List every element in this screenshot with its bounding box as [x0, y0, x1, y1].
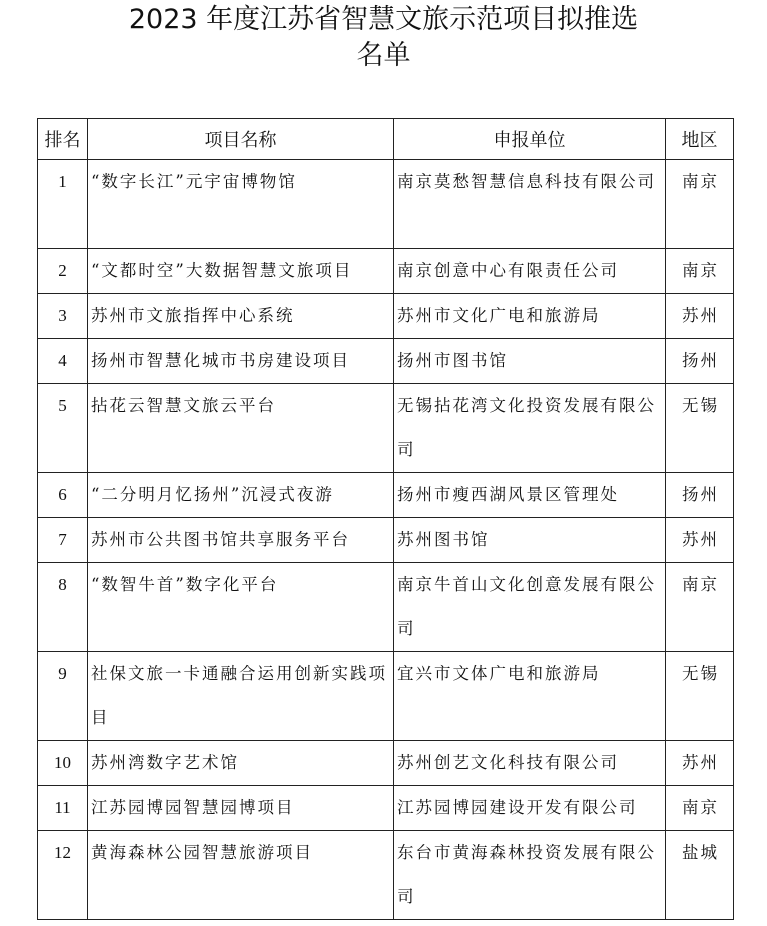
- project-name-cell: 扬州市智慧化城市书房建设项目: [88, 339, 394, 384]
- page-title-line-2: 名单: [356, 40, 411, 71]
- header-applicant-unit: 申报单位: [394, 119, 666, 160]
- rank-cell: 11: [38, 786, 88, 831]
- applicant-unit-cell: 南京创意中心有限责任公司: [394, 249, 666, 294]
- table-row: [38, 294, 734, 339]
- region-cell: 无锡: [666, 652, 734, 741]
- page-title-line-1: 2023 年度江苏省智慧文旅示范项目拟推选: [128, 4, 639, 35]
- table-row: [38, 518, 734, 563]
- applicant-unit-cell: 宜兴市文体广电和旅游局: [394, 652, 666, 741]
- table-row: [38, 160, 734, 249]
- header-region: 地区: [666, 119, 734, 160]
- project-name-cell: “文都时空”大数据智慧文旅项目: [88, 249, 394, 294]
- region-cell: 扬州: [666, 473, 734, 518]
- rank-cell: 5: [38, 384, 88, 473]
- region-cell: 南京: [666, 563, 734, 652]
- region-cell: 南京: [666, 160, 734, 249]
- project-name-cell: 社保文旅一卡通融合运用创新实践项目: [88, 652, 394, 741]
- rank-cell: 3: [38, 294, 88, 339]
- candidate-list-table: [37, 118, 734, 920]
- region-cell: 苏州: [666, 741, 734, 786]
- applicant-unit-cell: 东台市黄海森林投资发展有限公司: [394, 831, 666, 920]
- table-row: [38, 384, 734, 473]
- region-cell: 扬州: [666, 339, 734, 384]
- rank-cell: 4: [38, 339, 88, 384]
- project-name-cell: “二分明月忆扬州”沉浸式夜游: [88, 473, 394, 518]
- header-project-name: 项目名称: [88, 119, 394, 160]
- rank-cell: 8: [38, 563, 88, 652]
- region-cell: 苏州: [666, 518, 734, 563]
- applicant-unit-cell: 苏州创艺文化科技有限公司: [394, 741, 666, 786]
- table-row: [38, 786, 734, 831]
- project-name-cell: “数字长江”元宇宙博物馆: [88, 160, 394, 249]
- rank-cell: 10: [38, 741, 88, 786]
- rank-cell: 2: [38, 249, 88, 294]
- page-title: [0, 2, 767, 74]
- project-name-cell: 拈花云智慧文旅云平台: [88, 384, 394, 473]
- project-name-cell: 苏州市文旅指挥中心系统: [88, 294, 394, 339]
- region-cell: 南京: [666, 786, 734, 831]
- applicant-unit-cell: 苏州图书馆: [394, 518, 666, 563]
- applicant-unit-cell: 无锡拈花湾文化投资发展有限公司: [394, 384, 666, 473]
- rank-cell: 7: [38, 518, 88, 563]
- region-cell: 南京: [666, 249, 734, 294]
- project-name-cell: 黄海森林公园智慧旅游项目: [88, 831, 394, 920]
- rank-cell: 9: [38, 652, 88, 741]
- project-name-cell: 江苏园博园智慧园博项目: [88, 786, 394, 831]
- table-row: [38, 473, 734, 518]
- rank-cell: 1: [38, 160, 88, 249]
- table-row: [38, 339, 734, 384]
- applicant-unit-cell: 扬州市图书馆: [394, 339, 666, 384]
- rank-cell: 6: [38, 473, 88, 518]
- table-header-row: [38, 119, 734, 160]
- table-row: [38, 741, 734, 786]
- table-row: [38, 563, 734, 652]
- region-cell: 苏州: [666, 294, 734, 339]
- applicant-unit-cell: 南京牛首山文化创意发展有限公司: [394, 563, 666, 652]
- header-rank: 排名: [38, 119, 88, 160]
- applicant-unit-cell: 扬州市瘦西湖风景区管理处: [394, 473, 666, 518]
- project-name-cell: “数智牛首”数字化平台: [88, 563, 394, 652]
- applicant-unit-cell: 苏州市文化广电和旅游局: [394, 294, 666, 339]
- project-name-cell: 苏州市公共图书馆共享服务平台: [88, 518, 394, 563]
- rank-cell: 12: [38, 831, 88, 920]
- applicant-unit-cell: 江苏园博园建设开发有限公司: [394, 786, 666, 831]
- applicant-unit-cell: 南京莫愁智慧信息科技有限公司: [394, 160, 666, 249]
- table-row: [38, 249, 734, 294]
- table-row: [38, 652, 734, 741]
- table-row: [38, 831, 734, 920]
- region-cell: 无锡: [666, 384, 734, 473]
- project-name-cell: 苏州湾数字艺术馆: [88, 741, 394, 786]
- region-cell: 盐城: [666, 831, 734, 920]
